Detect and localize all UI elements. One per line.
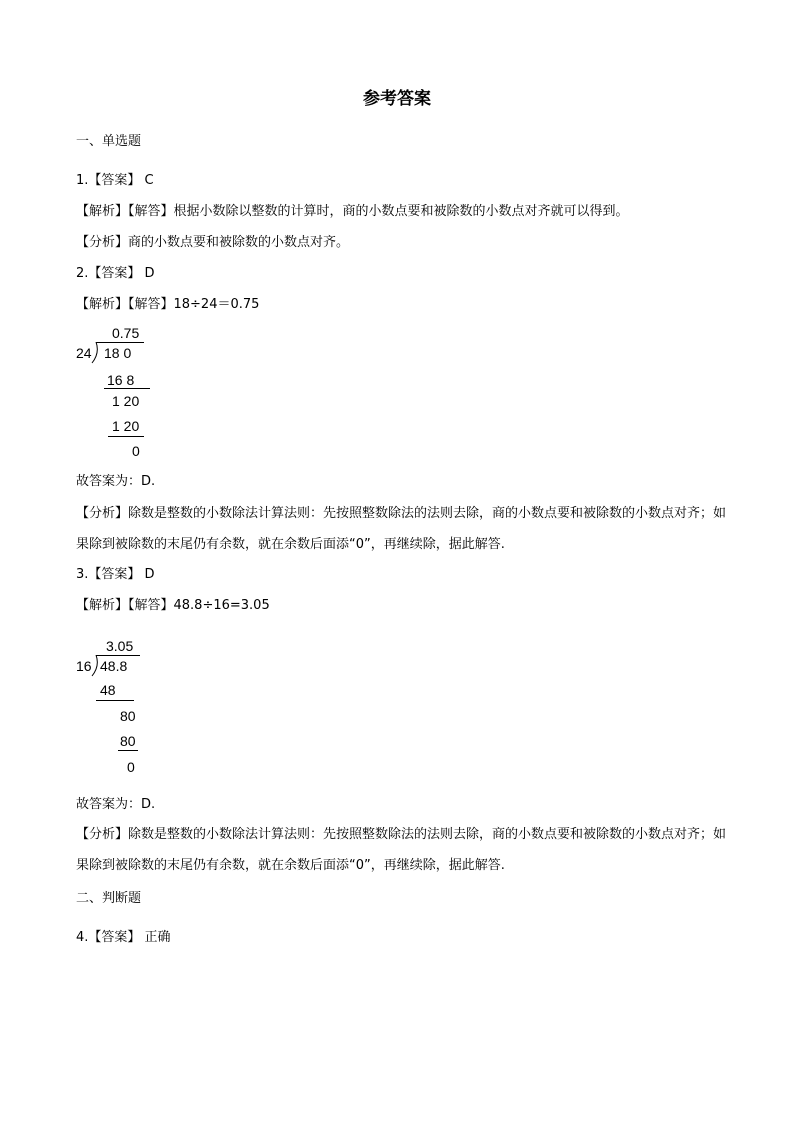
q2-divisor: 24 [76, 345, 92, 361]
q2-remainder-1: 1 20 [112, 393, 140, 409]
q3-remainder-1: 80 [120, 708, 136, 724]
section-heading-single-choice: 一、单选题 [76, 134, 142, 149]
q1-answer: 1.【答案】 C [76, 173, 154, 188]
q3-divisor: 16 [76, 658, 92, 674]
q2-quotient: 0.75 [112, 325, 140, 341]
q3-subtract-line-2 [118, 750, 138, 751]
q2-product-2: 1 20 [112, 418, 140, 434]
q2-remainder-2: 0 [132, 443, 140, 459]
q3-product-2: 80 [120, 733, 136, 749]
q3-analysis: 【分析】除数是整数的小数除法计算法则：先按照整数除法的法则去除，商的小数点要和被除数的小数点对齐；如果除到被除数的末尾仍有余数，就在余数后面添“0”，再继续除，据此解答. [76, 827, 727, 873]
q2-analysis: 【分析】除数是整数的小数除法计算法则：先按照整数除法的法则去除，商的小数点要和被除数的小数点对齐；如果除到被除数的末尾仍有余数，就在余数后面添“0”，再继续除，据此解答. [76, 506, 727, 552]
q3-conclusion: 故答案为：D. [76, 797, 156, 812]
q3-product-1: 48 [100, 682, 116, 698]
q2-explanation: 【解析】【解答】18÷24＝0.75 [76, 297, 260, 312]
q2-subtract-line-2 [108, 436, 144, 437]
q3-quotient: 3.05 [106, 638, 134, 654]
q3-dividend: 48.8 [100, 658, 128, 674]
q3-division-bar [96, 655, 140, 656]
page-title: 参考答案 [363, 89, 431, 109]
q2-subtract-line-1 [104, 388, 150, 389]
q2-division-bar [96, 342, 144, 343]
section-heading-true-false: 二、判断题 [76, 891, 142, 906]
q2-product-1: 16 8 [107, 372, 135, 388]
q1-explanation: 【解析】【解答】根据小数除以整数的计算时，商的小数点要和被除数的小数点对齐就可以得到。 [76, 204, 629, 219]
q2-conclusion: 故答案为：D. [76, 474, 156, 489]
q1-analysis: 【分析】商的小数点要和被除数的小数点对齐。 [76, 235, 350, 250]
q3-answer: 3.【答案】 D [76, 567, 155, 582]
q3-remainder-2: 0 [127, 759, 135, 775]
q2-answer: 2.【答案】 D [76, 266, 155, 281]
q3-explanation: 【解析】【解答】48.8÷16=3.05 [76, 598, 270, 613]
q3-subtract-line-1 [96, 700, 134, 701]
q4-answer: 4.【答案】 正确 [76, 930, 171, 945]
q2-dividend: 18 0 [104, 345, 132, 361]
